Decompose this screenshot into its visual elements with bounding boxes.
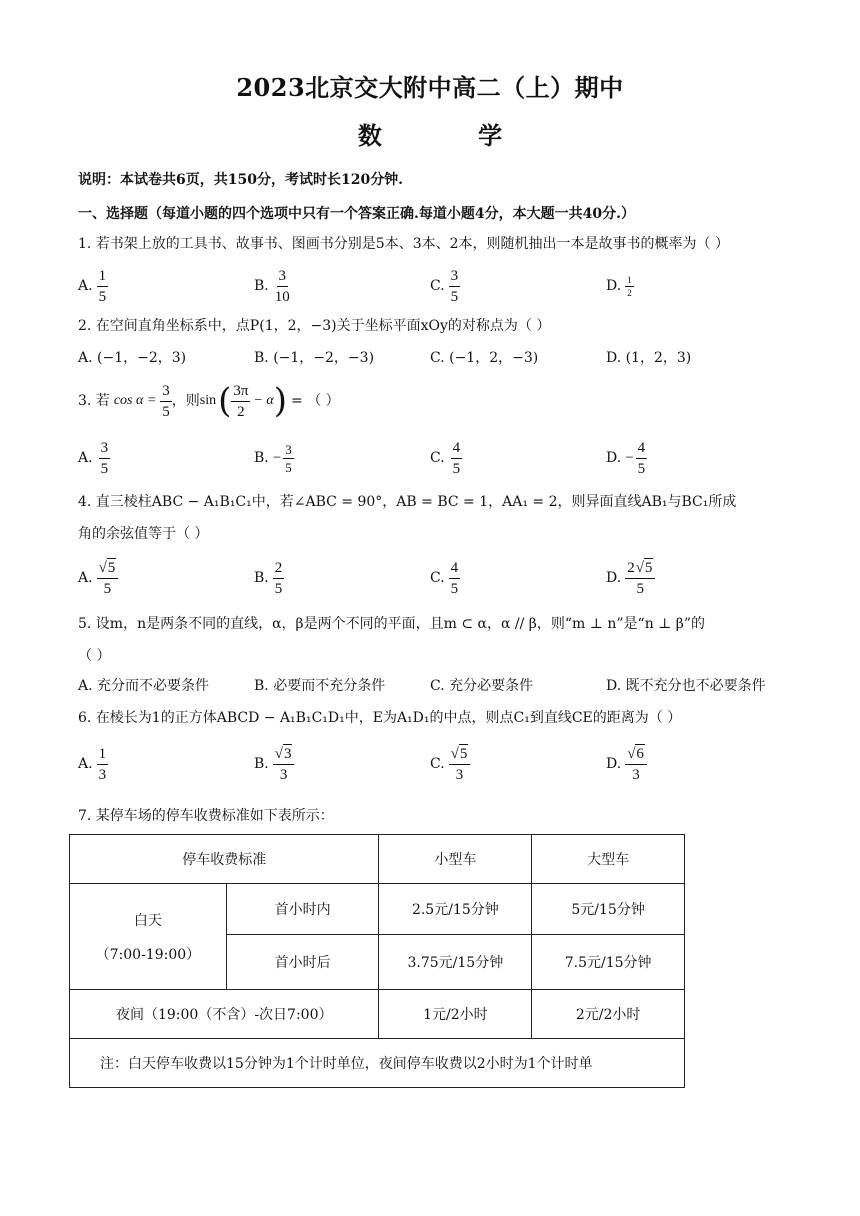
instructions: 说明：本试卷共6页，共150分，考试时长120分钟.	[78, 172, 404, 188]
option-b: B. − $\frac{3}{5}$	[254, 441, 292, 475]
table-row	[70, 884, 685, 935]
option-c: C. (−1，2，−3)	[430, 350, 539, 366]
option-a: A. √ 5 5	[78, 554, 118, 602]
option-c: C. 充分必要条件	[430, 678, 534, 694]
square-root: √ 6	[627, 746, 644, 762]
option-c: C. $\frac{3}{5}$	[430, 267, 459, 305]
option-d: D. √ 6 3	[606, 740, 647, 788]
question-4-stem-line1: 4. 直三棱柱ABC − A₁B₁C₁中，若∠ABC = 90°，AB = BC = 1，AA₁ = 2，则异面直线AB₁与BC₁所成	[78, 494, 737, 510]
question-1-options	[78, 262, 818, 310]
fraction: $\frac{2}{5}$	[274, 559, 283, 597]
right-paren: )	[273, 381, 288, 421]
question-7-stem: 7. 某停车场的停车收费标准如下表所示：	[78, 808, 334, 824]
day-hours: （7:00-19:00）	[95, 946, 201, 963]
question-3-options	[78, 434, 818, 482]
table-note: 注：白天停车收费以15分钟为1个计时单位，夜间停车收费以2小时为1个计时单	[70, 1039, 685, 1088]
large-car-fee: 2元/2小时	[532, 990, 685, 1039]
option-d: D. (1，2，3)	[606, 350, 692, 366]
question-5-stem-line2: （ ）	[78, 648, 111, 664]
left-paren: (	[218, 381, 232, 421]
fraction: $\frac{1}{5}$	[98, 267, 107, 305]
option-a: A. 充分而不必要条件	[78, 678, 210, 694]
parking-fee-table	[69, 834, 685, 1088]
table-note-row	[70, 1039, 685, 1088]
header-cell: 停车收费标准	[70, 835, 379, 884]
large-car-fee: 5元/15分钟	[532, 884, 685, 935]
question-1-stem: 1. 若书架上放的工具书、故事书、图画书分别是5本、3本、2本，则随机抽出一本是故事书的概率为（ ）	[78, 236, 729, 252]
fraction: $\frac{3\pi}{2}$	[233, 382, 249, 420]
night-cell: 夜间（19:00（不含）-次日7:00）	[70, 990, 379, 1039]
square-root: √ 3	[274, 746, 292, 762]
option-d: D. $\frac{1}{2}$	[606, 274, 632, 298]
square-root: √ 5	[450, 746, 468, 762]
period-cell: 首小时后	[226, 935, 379, 990]
fraction: √ 3 3	[273, 744, 295, 784]
option-c: C. $\frac{4}{5}$	[430, 559, 459, 597]
question-5-stem-line1: 5. 设m，n是两条不同的直线，α，β是两个不同的平面，且m ⊂ α，α // β，则“m ⊥ n”是“n ⊥ β”的	[78, 616, 706, 632]
option-c: C. √ 5 3	[430, 740, 470, 788]
fraction: √ 5 3	[449, 744, 471, 784]
option-b: B. $\frac{2}{5}$	[254, 559, 283, 597]
fraction: $\frac{3}{5}$	[100, 439, 109, 477]
question-3-stem: 3. 若 cos α = $\frac{3}{5}$ ，则 sin ( $\frac{3\pi}{2}$ − α ) = （ ）	[78, 381, 340, 421]
fraction: 2 √ 5 5	[625, 558, 655, 598]
option-a: A. $\frac{1}{3}$	[78, 745, 107, 783]
section-heading: 一、选择题（每道小题的四个选项中只有一个答案正确.每道小题4分，本大题一共40分.）	[78, 206, 635, 222]
small-car-fee: 2.5元/15分钟	[379, 884, 532, 935]
small-car-fee: 1元/2小时	[379, 990, 532, 1039]
question-6-options	[78, 740, 818, 788]
day-cell	[70, 884, 227, 990]
option-c: C. $\frac{4}{5}$	[430, 439, 461, 477]
question-4-options	[78, 554, 818, 602]
fraction: $\frac{1}{3}$	[98, 745, 107, 783]
square-root: √ 5	[98, 560, 116, 576]
question-2-stem: 2. 在空间直角坐标系中，点P(1，2，−3)关于坐标平面xOy的对称点为（ ）	[78, 318, 551, 334]
option-a: A. $\frac{1}{5}$	[78, 267, 107, 305]
fraction: √ 6 3	[625, 744, 647, 784]
fraction: $\frac{4}{5}$	[452, 439, 461, 477]
option-a: A. (−1，−2，3)	[78, 350, 187, 366]
fraction: $\frac{4}{5}$	[450, 559, 459, 597]
exam-title: 2023北京交大附中高二（上）期中	[236, 73, 624, 102]
option-d: D. 2 √ 5 5	[606, 554, 655, 602]
option-b: B. (−1，−2，−3)	[254, 350, 375, 366]
fraction: $\frac{3}{5}$	[162, 382, 170, 420]
option-b: B. √ 3 3	[254, 740, 294, 788]
fraction: $\frac{3}{5}$	[450, 267, 459, 305]
table-header-row	[70, 835, 685, 884]
fraction: $\frac{4}{5}$	[637, 439, 646, 477]
fraction: $\frac{3}{5}$	[285, 441, 292, 475]
period-cell: 首小时内	[226, 884, 379, 935]
fraction: √ 5 5	[97, 558, 119, 598]
table-row	[70, 990, 685, 1039]
option-d: D. − $\frac{4}{5}$	[606, 439, 646, 477]
option-d: D. 既不充分也不必要条件	[606, 678, 766, 694]
exam-subject: 数 学	[357, 121, 547, 150]
square-root: √ 5	[635, 560, 653, 576]
option-b: B. $\frac{3}{10}$	[254, 267, 290, 305]
question-4-stem-line2: 角的余弦值等于（ ）	[78, 526, 209, 542]
option-b: B. 必要而不充分条件	[254, 678, 386, 694]
day-label: 白天	[133, 912, 162, 929]
question-6-stem: 6. 在棱长为1的正方体ABCD − A₁B₁C₁D₁中，E为A₁D₁的中点，则点C₁到直线CE的距离为（ ）	[78, 710, 682, 726]
fraction: $\frac{3}{10}$	[274, 267, 290, 305]
header-cell: 小型车	[379, 835, 532, 884]
small-car-fee: 3.75元/15分钟	[379, 935, 532, 990]
header-cell: 大型车	[532, 835, 685, 884]
large-car-fee: 7.5元/15分钟	[532, 935, 685, 990]
fraction: $\frac{1}{2}$	[627, 274, 632, 298]
option-a: A. $\frac{3}{5}$	[78, 439, 109, 477]
